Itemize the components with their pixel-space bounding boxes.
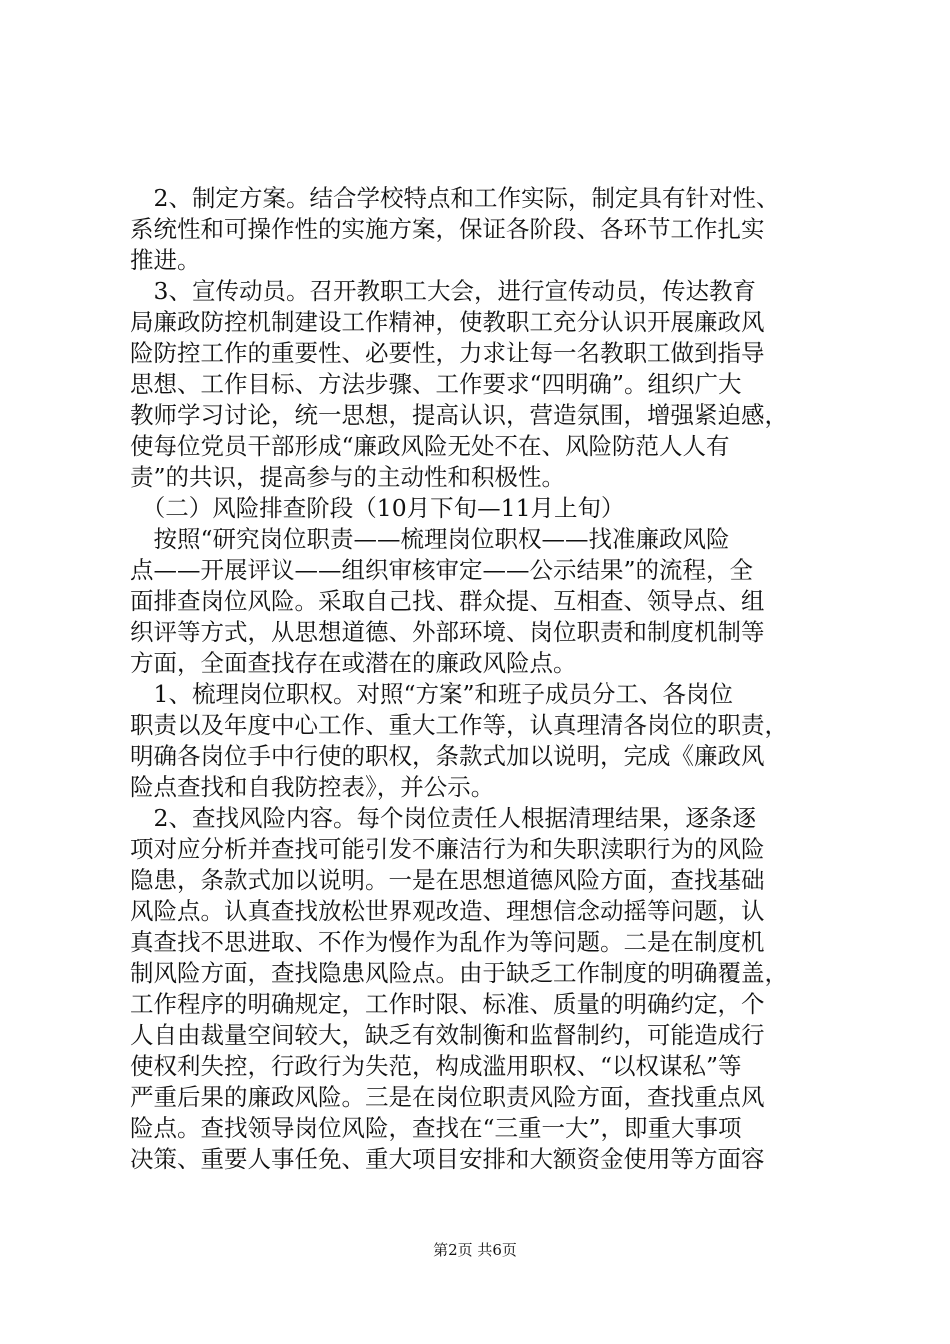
text-line: 严重后果的廉政风险。三是在岗位职责风险方面，查找重点风: [130, 1083, 765, 1111]
text-line: 2、查找风险内容。每个岗位责任人根据清理结果，逐条逐: [130, 804, 756, 832]
text-line: 隐患，条款式加以说明。一是在思想道德风险方面，查找基础: [130, 866, 765, 894]
section-heading: （二）风险排查阶段（10月下旬—11月上旬）: [130, 494, 625, 522]
text-line: 2、制定方案。结合学校特点和工作实际，制定具有针对性、: [130, 184, 780, 212]
text-line: 职责以及年度中心工作、重大工作等，认真理清各岗位的职责，: [130, 711, 788, 739]
text-line: 面排查岗位风险。采取自己找、群众提、互相查、领导点、组: [130, 587, 765, 615]
text-line: 真查找不思进取、不作为慢作为乱作为等问题。二是在制度机: [130, 928, 765, 956]
text-line: 思想、工作目标、方法步骤、工作要求“四明确”。组织广大: [130, 370, 742, 398]
text-line: 推进。: [130, 246, 201, 274]
text-line: 使权利失控，行政行为失范，构成滥用职权、“以权谋私”等: [130, 1052, 742, 1080]
text-line: 决策、重要人事任免、重大项目安排和大额资金使用等方面容: [130, 1145, 765, 1173]
text-line: 明确各岗位手中行使的职权，条款式加以说明，完成《廉政风: [130, 742, 765, 770]
text-line: 险点查找和自我防控表》，并公示。: [130, 773, 495, 801]
text-line: 教师学习讨论，统一思想，提高认识，营造氛围，增强紧迫感，: [130, 401, 788, 429]
text-line: 险点。查找领导岗位风险，查找在“三重一大”，即重大事项: [130, 1114, 742, 1142]
text-line: 险防控工作的重要性、必要性，力求让每一名教职工做到指导: [130, 339, 765, 367]
document-page: [130, 0, 826, 1344]
text-line: 按照“研究岗位职责——梳理岗位职权——找准廉政风险: [130, 525, 730, 553]
text-line: 点——开展评议——组织审核审定——公示结果”的流程，全: [130, 556, 754, 584]
text-line: 3、宣传动员。召开教职工大会，进行宣传动员，传达教育: [130, 277, 756, 305]
text-line: 人自由裁量空间较大，缺乏有效制衡和监督制约，可能造成行: [130, 1021, 765, 1049]
page-footer: 第2页 共6页: [433, 1241, 517, 1259]
text-line: 工作程序的明确规定，工作时限、标准、质量的明确约定，个: [130, 990, 765, 1018]
text-line: 织评等方式，从思想道德、外部环境、岗位职责和制度机制等: [130, 618, 765, 646]
text-line: 系统性和可操作性的实施方案，保证各阶段、各环节工作扎实: [130, 215, 765, 243]
text-line: 责”的共识，提高参与的主动性和积极性。: [130, 463, 566, 491]
text-line: 方面，全面查找存在或潜在的廉政风险点。: [130, 649, 577, 677]
text-line: 使每位党员干部形成“廉政风险无处不在、风险防范人人有: [130, 432, 730, 460]
text-line: 风险点。认真查找放松世界观改造、理想信念动摇等问题，认: [130, 897, 765, 925]
text-line: 项对应分析并查找可能引发不廉洁行为和失职渎职行为的风险: [130, 835, 765, 863]
text-line: 局廉政防控机制建设工作精神，使教职工充分认识开展廉政风: [130, 308, 765, 336]
text-line: 制风险方面，查找隐患风险点。由于缺乏工作制度的明确覆盖，: [130, 959, 788, 987]
text-line: 1、梳理岗位职权。对照“方案”和班子成员分工、各岗位: [130, 680, 733, 708]
